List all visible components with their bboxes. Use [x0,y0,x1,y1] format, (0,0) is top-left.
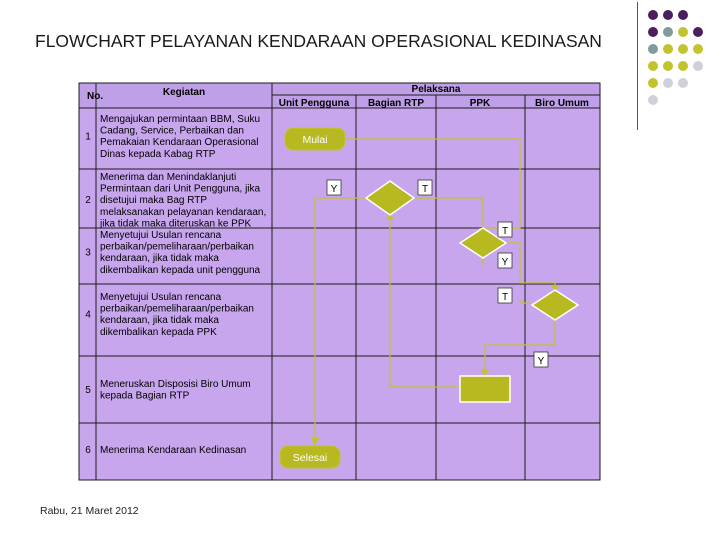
header-biro-umum: Biro Umum [535,98,589,109]
header-unit-pengguna: Unit Pengguna [278,98,350,109]
footer-date: Rabu, 21 Maret 2012 [40,505,139,517]
row-activity-line: perbaikan/pemeliharaan/perbaikan [100,241,254,253]
row-activity-line: Permintaan dari Unit Pengguna, jika [100,183,261,195]
row-activity-line: Pemakaian Kendaraan Operasional [100,137,259,149]
label-y1: Y [330,184,338,195]
row-activity-line: kepada Bagian RTP [100,390,190,402]
row-number: 6 [85,445,91,456]
page-title: FLOWCHART PELAYANAN KENDARAAN OPERASIONAL KEDINASAN [35,31,602,51]
header-no: No. [87,91,104,102]
row-activity-line: Mengajukan permintaan BBM, Suku [100,114,261,125]
row-number: 4 [85,309,91,321]
end-label: Selesai [292,452,328,464]
row-activity-line: melaksanakan pelayanan kendaraan, [100,206,267,218]
row-activity-line: kendaraan, jika tidak maka [100,253,219,265]
row-activity-line: Menerima dan Menindaklanjuti [100,172,237,183]
process-box-disposisi [460,376,510,402]
row-activity-line: perbaikan/pemeliharaan/perbaikan [100,303,254,315]
row-activity-line: Menerima Kendaraan Kedinasan [100,445,247,456]
label-t2: T [501,226,509,237]
row-activity-line: disetujui maka Bag RTP [100,195,208,207]
row-number: 5 [85,384,91,396]
row-activity-line: Cadang, Service, Perbaikan dan [100,125,244,137]
row-number: 3 [85,247,91,259]
label-y2: Y [501,257,509,268]
row-activity-line: Meneruskan Disposisi Biro Umum [100,379,251,390]
start-label: Mulai [302,134,328,146]
header-pelaksana: Pelaksana [411,84,461,95]
header-bagian-rtp: Bagian RTP [367,98,425,109]
row-activity-line: jika tidak maka diteruskan ke PPK [100,218,252,230]
row-activity-line: dikembalikan kepada unit pengguna [100,264,261,276]
row-activity-line: Dinas kepada Kabag RTP [100,148,216,160]
row-activity-line: dikembalikan kepada PPK [100,326,217,338]
header-ppk: PPK [469,98,491,109]
row-number: 1 [85,131,91,143]
table-row [85,445,246,456]
label-y3: Y [537,356,545,367]
row-number: 2 [85,195,91,207]
row-activity-line: kendaraan, jika tidak maka [100,315,219,327]
label-t1: T [421,184,429,195]
header-kegiatan: Kegiatan [162,87,206,98]
label-t3: T [501,292,509,303]
row-activity-line: Menyetujui Usulan rencana [100,230,222,241]
row-activity-line: Menyetujui Usulan rencana [100,292,222,303]
